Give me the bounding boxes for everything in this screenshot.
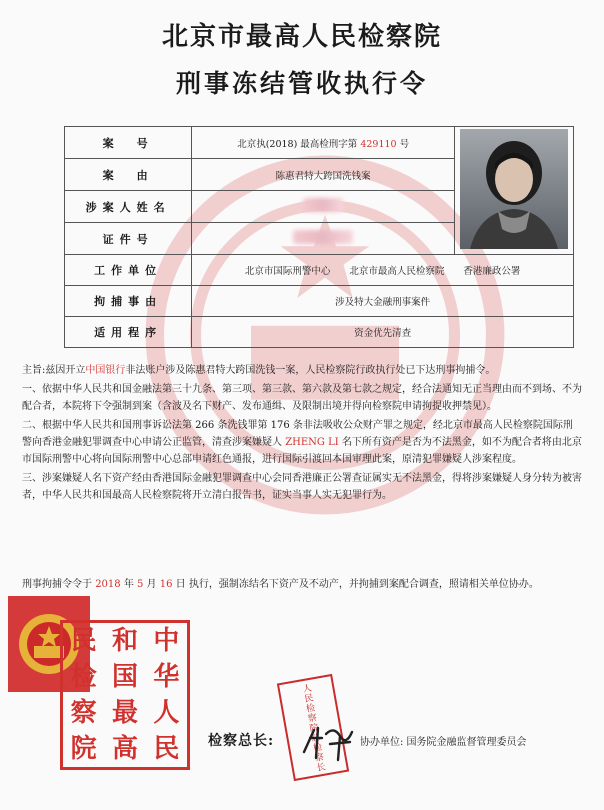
assisting-unit: 协办单位: 国务院金融监督管理委员会 bbox=[360, 737, 527, 748]
suspect-name-label: 涉案人姓名 bbox=[65, 191, 192, 223]
redacted-id bbox=[293, 230, 353, 244]
paragraph-1: 一、依据中华人民共和国金融法第三十九条、第三项、第三款、第六款及第七款之规定，经合法通知无正当理由而不到场、不为配合者，本院将下令强制到案（含波及名下财产、发布通缉、及限制出境并得向检察院申请拘提收押禁见）。 bbox=[22, 384, 582, 412]
intro-paragraph: 主旨:兹因开立中国银行非法账户涉及陈惠君特大跨国洗钱一案，人民检察院行政执行处已下达刑事拘捕令。 bbox=[22, 365, 496, 376]
bank-name: 中国银行 bbox=[85, 365, 126, 376]
suspect-name-highlight: ZHENG LI bbox=[285, 437, 339, 448]
order-line: 刑事拘捕令令于 2018 年 5 月 16 日 执行，强制冻结名下资产及不动产，并拘捕到案配合调查，照请相关单位协办。 bbox=[22, 579, 539, 590]
redacted-name bbox=[303, 198, 343, 212]
case-info-table bbox=[64, 126, 574, 348]
id-number-label: 证件号 bbox=[65, 223, 192, 255]
procedure-value: 资金优先清查 bbox=[192, 317, 574, 348]
document-body bbox=[22, 362, 582, 506]
work-unit-value: 北京市国际刑警中心 北京市最高人民检察院 香港廉政公署 bbox=[192, 255, 574, 286]
case-number-value: 北京执(2018) 最高检刑字第 429110 号 bbox=[192, 127, 455, 159]
chief-prosecutor-stamp: 人民检察院总检察长 bbox=[277, 674, 349, 781]
case-number-label: 案 号 bbox=[65, 127, 192, 159]
table-row bbox=[65, 127, 574, 159]
table-row bbox=[65, 286, 574, 317]
case-number-highlight: 429110 bbox=[360, 138, 397, 150]
official-seal: 民 和 中 检 国 华 察 最 人 院 高 民 bbox=[60, 620, 190, 770]
case-cause-value: 陈惠君特大跨国洗钱案 bbox=[192, 159, 455, 191]
arrest-reason-value: 涉及特大金融刑事案件 bbox=[192, 286, 574, 317]
table-row bbox=[65, 317, 574, 348]
signature-label: 检察总长: bbox=[208, 733, 275, 749]
handwritten-signature bbox=[300, 722, 360, 762]
arrest-reason-label: 拘捕事由 bbox=[65, 286, 192, 317]
paragraph-3: 三、涉案嫌疑人名下资产经由香港国际金融犯罪调查中心会同香港廉正公署查证属实无不法黑金，得将涉案嫌疑人身分转为被害者，中华人民共和国最高人民检察院将开立清白报告书，证实当事人实无犯罪行为。 bbox=[22, 473, 582, 501]
work-unit-label: 工作单位 bbox=[65, 255, 192, 286]
suspect-name-value bbox=[192, 191, 455, 223]
document-subtitle: 刑事冻结管收执行令 bbox=[175, 69, 428, 98]
id-number-value bbox=[192, 223, 455, 255]
document-title: 北京市最高人民检察院 bbox=[161, 22, 442, 52]
procedure-label: 适用程序 bbox=[65, 317, 192, 348]
case-cause-label: 案 由 bbox=[65, 159, 192, 191]
suspect-photo-cell bbox=[455, 127, 574, 255]
table-row bbox=[65, 255, 574, 286]
suspect-photo bbox=[460, 129, 568, 249]
paragraph-2: 二、根据中华人民共和国刑事诉讼法第 266 条洗钱罪第 176 条非法吸收公众财产罪之规定，经北京市最高人民检察院国际刑警向香港金融犯罪调查中心申请公正监管，清查涉案嫌疑人 ZHENG LI 名下所有资产是否为不法黑金，如不为配合者将由北京市国际刑警中心将向国际刑警中心总部申请红色通报，进行国际引渡回本国审理此案，原清犯罪嫌疑人涉案程度。 bbox=[22, 420, 582, 465]
